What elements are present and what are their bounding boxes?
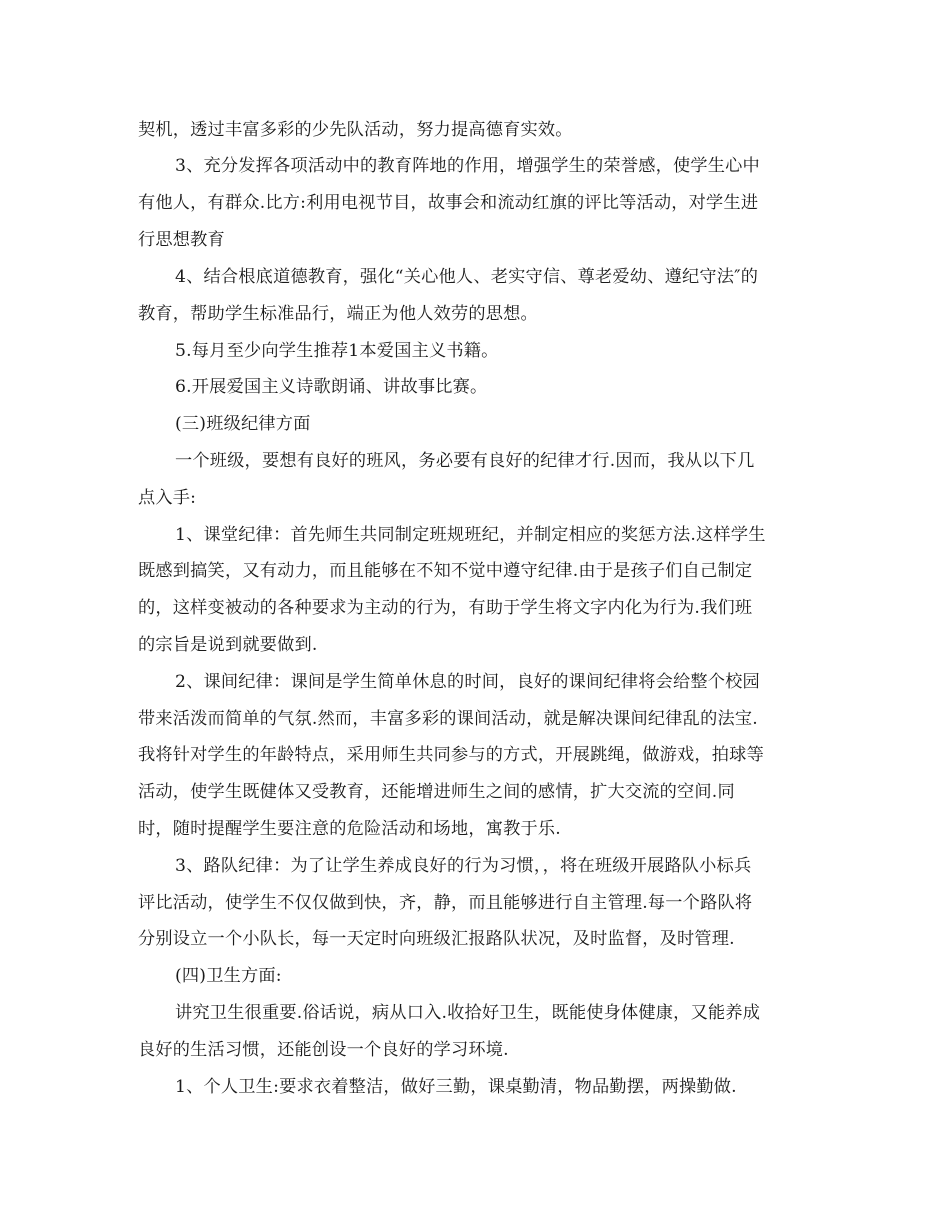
text-line: 的宗旨是说到就要做到. — [138, 635, 318, 655]
text-line: 我将针对学生的年龄特点，采用师生共同参与的方式，开展跳绳，做游戏，拍球等 — [138, 745, 764, 765]
text-line: 既感到搞笑，又有动力，而且能够在不知不觉中遵守纪律.由于是孩子们自己制定 — [138, 561, 753, 581]
text-line: 评比活动，使学生不仅仅做到快，齐，静，而且能够进行自主管理.每一个路队将 — [138, 893, 753, 913]
text-line: 的，这样变被动的各种要求为主动的行为，有助于学生将文字内化为行为.我们班 — [138, 598, 753, 618]
text-line: 1、个人卫生:要求衣着整洁，做好三勤，课桌勤清，物品勤摆，两操勤做. — [175, 1077, 737, 1097]
text-line: 2、课间纪律：课间是学生简单休息的时间，良好的课间纪律将会给整个校园 — [175, 672, 760, 692]
text-line: 点入手: — [138, 488, 197, 508]
text-line: 教育，帮助学生标准品行，端正为他人效劳的思想。 — [138, 304, 538, 324]
text-line: 讲究卫生很重要.俗话说，病从口入.收拾好卫生，既能使身体健康，又能养成 — [175, 1003, 761, 1023]
text-line: 时，随时提醒学生要注意的危险活动和场地，寓教于乐. — [138, 819, 561, 839]
text-line: 良好的生活习惯，还能创设一个良好的学习环境. — [138, 1040, 509, 1060]
text-line: 1、课堂纪律：首先师生共同制定班规班纪，并制定相应的奖惩方法.这样学生 — [175, 525, 766, 545]
text-line: 有他人，有群众.比方:利用电视节目，故事会和流动红旗的评比等活动，对学生进 — [138, 193, 759, 213]
text-line: 一个班级，要想有良好的班风，务必要有良好的纪律才行.因而，我从以下几 — [175, 451, 755, 471]
text-line: 5.每月至少向学生推荐1本爱国主义书籍。 — [175, 341, 499, 361]
section-heading: (四)卫生方面: — [175, 966, 282, 986]
text-line: 6.开展爱国主义诗歌朗诵、讲故事比赛。 — [175, 377, 488, 397]
text-line: 3、充分发挥各项活动中的教育阵地的作用，增强学生的荣誉感，使学生心中 — [175, 156, 760, 176]
section-heading: (三)班级纪律方面 — [175, 414, 311, 434]
text-line: 契机，透过丰富多彩的少先队活动，努力提高德育实效。 — [138, 120, 573, 140]
text-line: 行思想教育 — [138, 230, 225, 250]
text-line: 活动，使学生既健体又受教育，还能增进师生之间的感情，扩大交流的空间.同 — [138, 782, 735, 802]
text-line: 带来活泼而简单的气氛.然而，丰富多彩的课间活动，就是解决课间纪律乱的法宝. — [138, 709, 758, 729]
text-line: 分别设立一个小队长，每一天定时向班级汇报路队状况，及时监督，及时管理. — [138, 929, 735, 949]
text-line: 3、路队纪律：为了让学生养成良好的行为习惯，，将在班级开展路队小标兵 — [175, 856, 752, 876]
text-line: 4、结合根底道德教育，强化“关心他人、老实守信、尊老爱幼、遵纪守法″的 — [175, 267, 759, 287]
